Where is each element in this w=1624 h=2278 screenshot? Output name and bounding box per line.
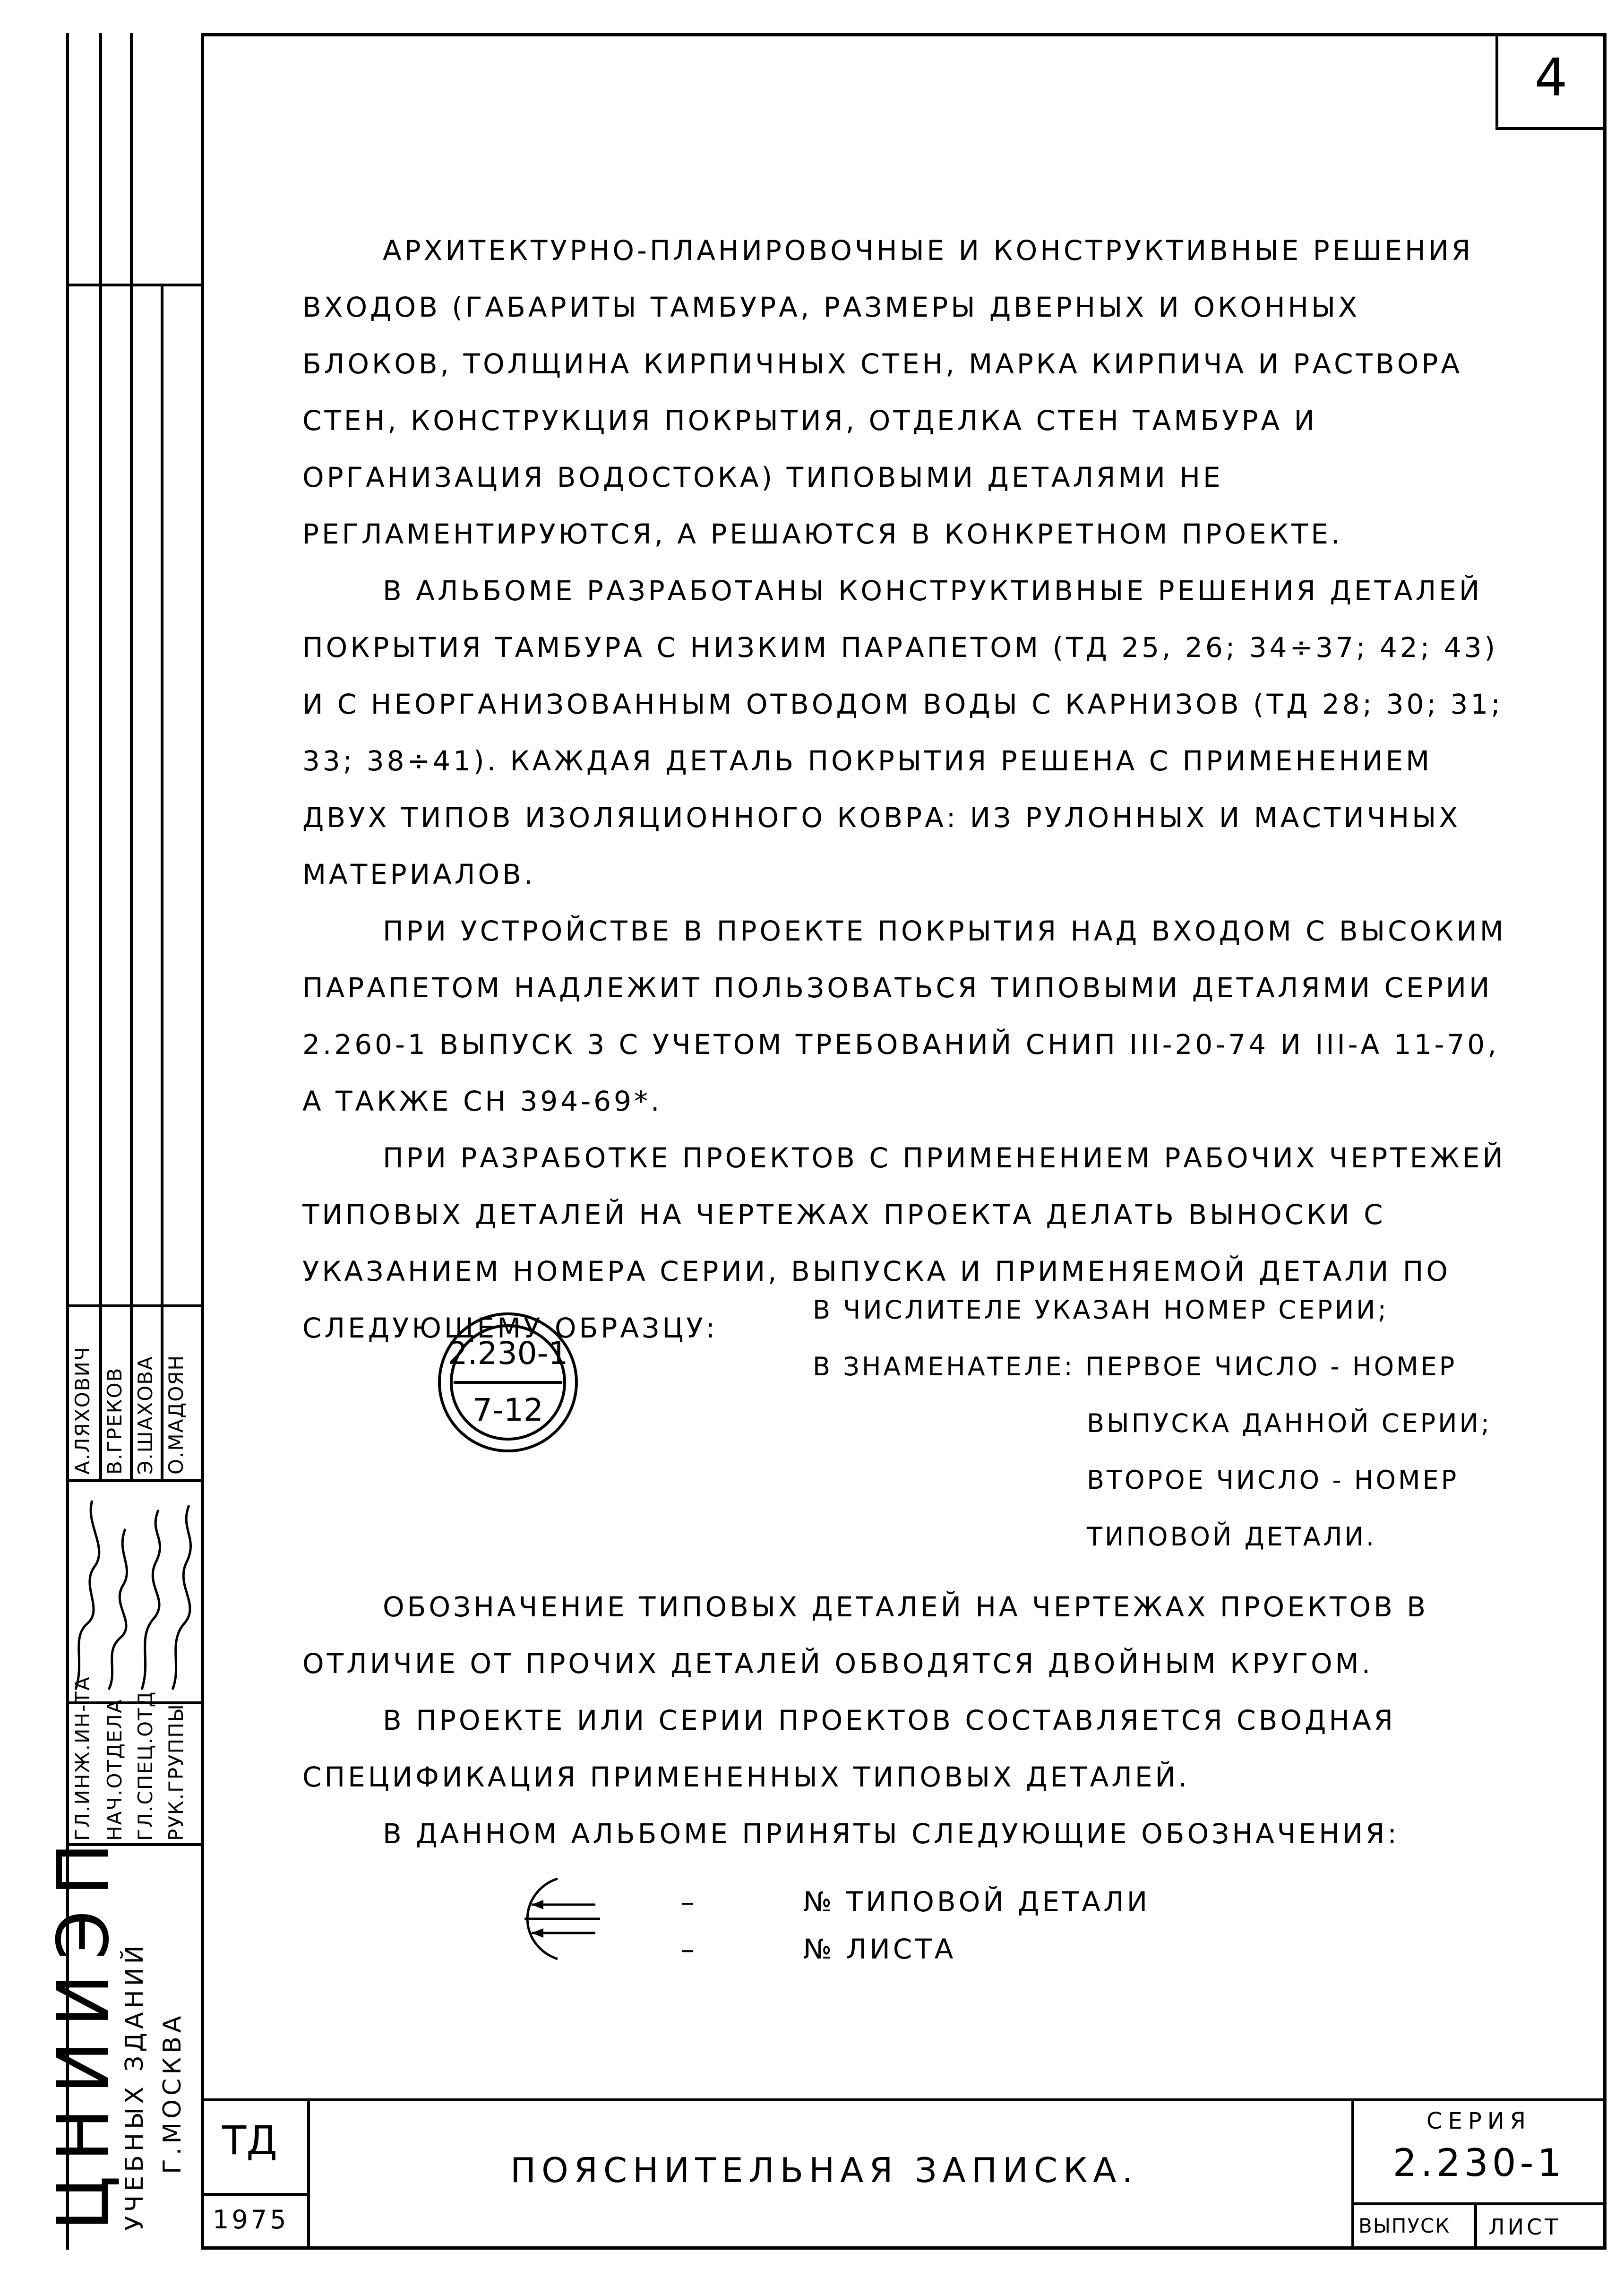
stamp-name-3: Э.ШАХОВА — [134, 1355, 157, 1475]
title-block-top-line — [201, 2098, 1607, 2101]
stamp-position-2: НАЧ.ОТДЕЛА — [103, 1699, 126, 1841]
paragraph-3: ПРИ УСТРОЙСТВЕ В ПРОЕКТЕ ПОКРЫТИЯ НАД ВХОДОМ С ВЫСОКИМ ПАРАПЕТОМ НАДЛЕЖИТ ПОЛЬЗОВАТЬСЯ ТИПОВЫМИ ДЕТАЛЯМИ СЕРИИ 2.260-1 ВЫПУСК 3 С УЧЕТОМ ТРЕБОВАНИЙ СНИП III-20-74 И III-А 11-70, А ТАКЖЕ СН 394-69*. — [302, 915, 1506, 1117]
sample-mark-double-circle — [435, 1309, 581, 1456]
org-line-1: УЧЕБНЫХ ЗДАНИЙ — [120, 1941, 149, 2231]
stamp-name-2: В.ГРЕКОВ — [103, 1367, 126, 1475]
note-body-continued — [302, 1579, 1512, 1862]
explain-line-2: В ЗНАМЕНАТЕЛЕ: ПЕРВОЕ ЧИСЛО - НОМЕР — [813, 1352, 1457, 1381]
sidebar-line-3 — [161, 284, 163, 1479]
title-block-issue-divider — [1474, 2202, 1477, 2250]
legend-dash-1: – — [680, 1886, 695, 1919]
org-line-2: Г.МОСКВА — [158, 2012, 187, 2174]
sidebar-hline-2 — [66, 1304, 201, 1307]
document-title: ПОЯСНИТЕЛЬНАЯ ЗАПИСКА. — [510, 2150, 1139, 2190]
series-value: 2.230-1 — [1392, 2141, 1565, 2185]
sheet-label: ЛИСТ — [1488, 2214, 1561, 2240]
stamp-position-3: ГЛ.СПЕЦ.ОТД — [134, 1691, 157, 1841]
sample-mark-numerator: 2.230-1 — [447, 1335, 568, 1372]
page-number: 4 — [1534, 47, 1568, 108]
sample-mark-denominator: 7-12 — [473, 1392, 543, 1428]
title-block-series-hline — [1351, 2202, 1607, 2205]
title-block-code: ТД — [222, 2117, 277, 2164]
stamp-position-1: ГЛ.ИНЖ.ИН-ТА — [71, 1676, 94, 1841]
explain-line-5: ТИПОВОЙ ДЕТАЛИ. — [1087, 1522, 1376, 1552]
legend-label-1: № ТИПОВОЙ ДЕТАЛИ — [803, 1886, 1151, 1918]
org-logo: ЦНИИЭП — [43, 1828, 125, 2231]
title-block-code-divider — [307, 2098, 310, 2250]
note-body — [302, 222, 1512, 1356]
paragraph-1: АРХИТЕКТУРНО-ПЛАНИРОВОЧНЫЕ И КОНСТРУКТИВНЫЕ РЕШЕНИЯ ВХОДОВ (ГАБАРИТЫ ТАМБУРА, РАЗМЕРЫ ДВЕРНЫХ И ОКОННЫХ БЛОКОВ, ТОЛЩИНА КИРПИЧНЫХ СТЕН, МАРКА КИРПИЧА И РАСТВОРА СТЕН, КОНСТРУКЦИЯ ПОКРЫТИЯ, ОТДЕЛКА СТЕН ТАМБУРА И ОРГАНИЗАЦИЯ ВОДОСТОКА) ТИПОВЫМИ ДЕТАЛЯМИ НЕ РЕГЛАМЕНТИРУЮТСЯ, А РЕШАЮТСЯ В КОНКРЕТНОМ ПРОЕКТЕ. — [302, 234, 1474, 550]
stamp-position-4: РУК.ГРУППЫ — [164, 1703, 188, 1841]
paragraph-4: ПРИ РАЗРАБОТКЕ ПРОЕКТОВ С ПРИМЕНЕНИЕМ РАБОЧИХ ЧЕРТЕЖЕЙ ТИПОВЫХ ДЕТАЛЕЙ НА ЧЕРТЕЖАХ ПРОЕКТА ДЕЛАТЬ ВЫНОСКИ С УКАЗАНИЕМ НОМЕРА СЕРИИ, ВЫПУСКА И ПРИМЕНЯЕМОЙ ДЕТАЛИ ПО СЛЕДУЮЩЕМУ ОБРАЗЦУ: — [302, 1142, 1506, 1344]
paragraph-6: В ПРОЕКТЕ ИЛИ СЕРИИ ПРОЕКТОВ СОСТАВЛЯЕТСЯ СВОДНАЯ СПЕЦИФИКАЦИЯ ПРИМЕНЕННЫХ ТИПОВЫХ ДЕТАЛЕЙ. — [302, 1704, 1396, 1793]
legend-label-2: № ЛИСТА — [803, 1933, 956, 1965]
stamp-name-1: А.ЛЯХОВИЧ — [71, 1346, 94, 1475]
issue-label: ВЫПУСК — [1358, 2214, 1451, 2237]
sidebar-line-2 — [130, 33, 133, 1479]
paragraph-5: ОБОЗНАЧЕНИЕ ТИПОВЫХ ДЕТАЛЕЙ НА ЧЕРТЕЖАХ ПРОЕКТОВ В ОТЛИЧИЕ ОТ ПРОЧИХ ДЕТАЛЕЙ ОБВОДЯТСЯ ДВОЙНЫМ КРУГОМ. — [302, 1591, 1429, 1680]
legend-symbol-icon — [506, 1872, 610, 1966]
paragraph-2: В АЛЬБОМЕ РАЗРАБОТАНЫ КОНСТРУКТИВНЫЕ РЕШЕНИЯ ДЕТАЛЕЙ ПОКРЫТИЯ ТАМБУРА С НИЗКИМ ПАРАПЕТОМ (ТД 25, 26; 34÷37; 42; 43) И С НЕОРГАНИЗОВАННЫМ ОТВОДОМ ВОДЫ С КАРНИЗОВ (ТД 28; 30; 31; 33; 38÷41). КАЖДАЯ ДЕТАЛЬ ПОКРЫТИЯ РЕШЕНА С ПРИМЕНЕНИЕМ ДВУХ ТИПОВ ИЗОЛЯЦИОННОГО КОВРА: ИЗ РУЛОННЫХ И МАСТИЧНЫХ МАТЕРИАЛОВ. — [302, 575, 1503, 890]
title-block-year: 1975 — [213, 2205, 289, 2235]
explain-line-4: ВТОРОЕ ЧИСЛО - НОМЕР — [1087, 1465, 1459, 1495]
sidebar-line-1 — [99, 33, 102, 1479]
stamp-name-4: О.МАДОЯН — [164, 1354, 188, 1475]
signatures — [66, 1482, 201, 1699]
paragraph-7: В ДАННОМ АЛЬБОМЕ ПРИНЯТЫ СЛЕДУЮЩИЕ ОБОЗНАЧЕНИЯ: — [383, 1818, 1400, 1850]
sidebar-hline-1 — [66, 284, 201, 286]
series-label: СЕРИЯ — [1426, 2108, 1532, 2134]
explain-line-1: В ЧИСЛИТЕЛЕ УКАЗАН НОМЕР СЕРИИ; — [813, 1295, 1389, 1325]
explain-line-3: ВЫПУСКА ДАННОЙ СЕРИИ; — [1087, 1408, 1492, 1438]
title-block-code-hline — [201, 2193, 307, 2196]
legend-dash-2: – — [680, 1933, 695, 1966]
